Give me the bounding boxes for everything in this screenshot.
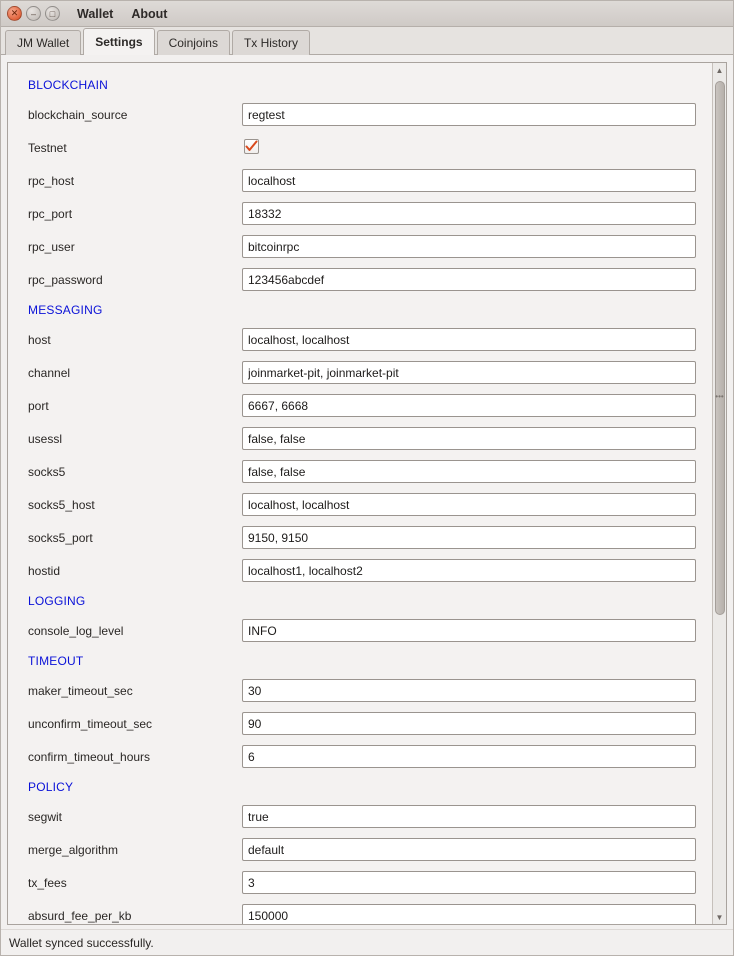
setting-row (26, 230, 706, 263)
setting-label: hostid (28, 563, 61, 578)
setting-field (242, 103, 706, 126)
setting-label: segwit (28, 809, 63, 824)
menu-item-about[interactable]: About (131, 6, 168, 21)
setting-row (26, 554, 706, 587)
setting-row (26, 614, 706, 647)
section-header: POLICY (28, 780, 74, 794)
setting-text-input[interactable] (242, 871, 696, 894)
setting-text-input[interactable] (242, 904, 696, 924)
setting-text-input[interactable] (242, 745, 696, 768)
setting-row (26, 263, 706, 296)
settings-content (1, 55, 733, 929)
setting-row (26, 98, 706, 131)
setting-label: socks5_host (28, 497, 95, 512)
minimize-window-button[interactable]: – (26, 6, 41, 21)
setting-text-input[interactable] (242, 679, 696, 702)
checkmark-icon (245, 140, 258, 153)
setting-field (242, 493, 706, 516)
setting-text-input[interactable] (242, 712, 696, 735)
tab-coinjoins[interactable]: Coinjoins (157, 30, 230, 55)
setting-field (242, 394, 706, 417)
setting-row (26, 833, 706, 866)
setting-row (26, 356, 706, 389)
setting-row (26, 323, 706, 356)
setting-field (242, 169, 706, 192)
setting-text-input[interactable] (242, 394, 696, 417)
setting-field (242, 871, 706, 894)
setting-label: maker_timeout_sec (28, 683, 133, 698)
setting-field (242, 745, 706, 768)
setting-text-input[interactable] (242, 460, 696, 483)
setting-label: port (28, 398, 49, 413)
setting-row (26, 800, 706, 833)
scroll-up-icon[interactable]: ▲ (715, 65, 724, 75)
setting-field (242, 805, 706, 828)
setting-label: unconfirm_timeout_sec (28, 716, 153, 731)
setting-field (242, 526, 706, 549)
setting-field (242, 235, 706, 258)
setting-text-input[interactable] (242, 268, 696, 291)
scrollbar-grip-icon: ••• (715, 392, 724, 401)
setting-field (242, 268, 706, 291)
setting-label: rpc_host (28, 173, 75, 188)
setting-text-input[interactable] (242, 805, 696, 828)
setting-text-input[interactable] (242, 169, 696, 192)
setting-label: absurd_fee_per_kb (28, 908, 132, 923)
section-header: MESSAGING (28, 303, 103, 317)
setting-label: Testnet (28, 140, 67, 155)
vertical-scrollbar[interactable] (712, 63, 726, 924)
settings-panel (7, 62, 727, 925)
status-message: Wallet synced successfully. (9, 935, 154, 950)
section-header: TIMEOUT (28, 654, 84, 668)
setting-field (242, 202, 706, 225)
setting-text-input[interactable] (242, 493, 696, 516)
tab-jm-wallet[interactable]: JM Wallet (5, 30, 81, 55)
setting-label: console_log_level (28, 623, 124, 638)
setting-field (242, 838, 706, 861)
setting-row (26, 455, 706, 488)
setting-checkbox[interactable] (244, 139, 259, 154)
setting-field (242, 361, 706, 384)
setting-label: merge_algorithm (28, 842, 119, 857)
setting-field (242, 328, 706, 351)
setting-label: rpc_user (28, 239, 75, 254)
tab-settings[interactable]: Settings (83, 28, 154, 55)
setting-field (242, 559, 706, 582)
tab-tx-history[interactable]: Tx History (232, 30, 310, 55)
setting-row (26, 707, 706, 740)
setting-text-input[interactable] (242, 328, 696, 351)
setting-row (26, 389, 706, 422)
setting-label: host (28, 332, 51, 347)
scroll-down-icon[interactable]: ▼ (715, 912, 724, 922)
setting-text-input[interactable] (242, 202, 696, 225)
setting-text-input[interactable] (242, 103, 696, 126)
setting-field (242, 427, 706, 450)
setting-label: rpc_port (28, 206, 73, 221)
menu-item-wallet[interactable]: Wallet (77, 6, 114, 21)
section-header: BLOCKCHAIN (28, 78, 109, 92)
setting-field (242, 712, 706, 735)
setting-row (26, 422, 706, 455)
settings-rows (26, 71, 706, 924)
window-controls (7, 6, 60, 21)
setting-field (242, 679, 706, 702)
setting-text-input[interactable] (242, 838, 696, 861)
setting-label: usessl (28, 431, 63, 446)
setting-row (26, 521, 706, 554)
setting-field (242, 460, 706, 483)
setting-row (26, 674, 706, 707)
setting-row (26, 488, 706, 521)
setting-label: confirm_timeout_hours (28, 749, 151, 764)
setting-text-input[interactable] (242, 526, 696, 549)
setting-label: socks5_port (28, 530, 93, 545)
setting-field (242, 619, 706, 642)
status-bar (1, 929, 733, 955)
settings-scroll-area (8, 63, 712, 924)
setting-label: tx_fees (28, 875, 67, 890)
scrollbar-track[interactable] (713, 77, 727, 910)
setting-text-input[interactable] (242, 427, 696, 450)
setting-row (26, 131, 706, 164)
setting-text-input[interactable] (242, 235, 696, 258)
menu-bar (74, 5, 170, 23)
setting-field (242, 139, 706, 156)
setting-label: rpc_password (28, 272, 103, 287)
setting-row (26, 164, 706, 197)
setting-row (26, 899, 706, 924)
title-bar (1, 1, 733, 27)
setting-field (242, 904, 706, 924)
setting-label: socks5 (28, 464, 66, 479)
setting-text-input[interactable] (242, 559, 696, 582)
setting-label: channel (28, 365, 71, 380)
setting-text-input[interactable] (242, 361, 696, 384)
maximize-window-button[interactable]: □ (45, 6, 60, 21)
section-header: LOGGING (28, 594, 86, 608)
scrollbar-thumb[interactable] (715, 81, 725, 615)
setting-row (26, 866, 706, 899)
setting-row (26, 740, 706, 773)
close-window-button[interactable]: ✕ (7, 6, 22, 21)
setting-text-input[interactable] (242, 619, 696, 642)
setting-label: blockchain_source (28, 107, 128, 122)
setting-row (26, 197, 706, 230)
tab-bar (1, 27, 733, 55)
